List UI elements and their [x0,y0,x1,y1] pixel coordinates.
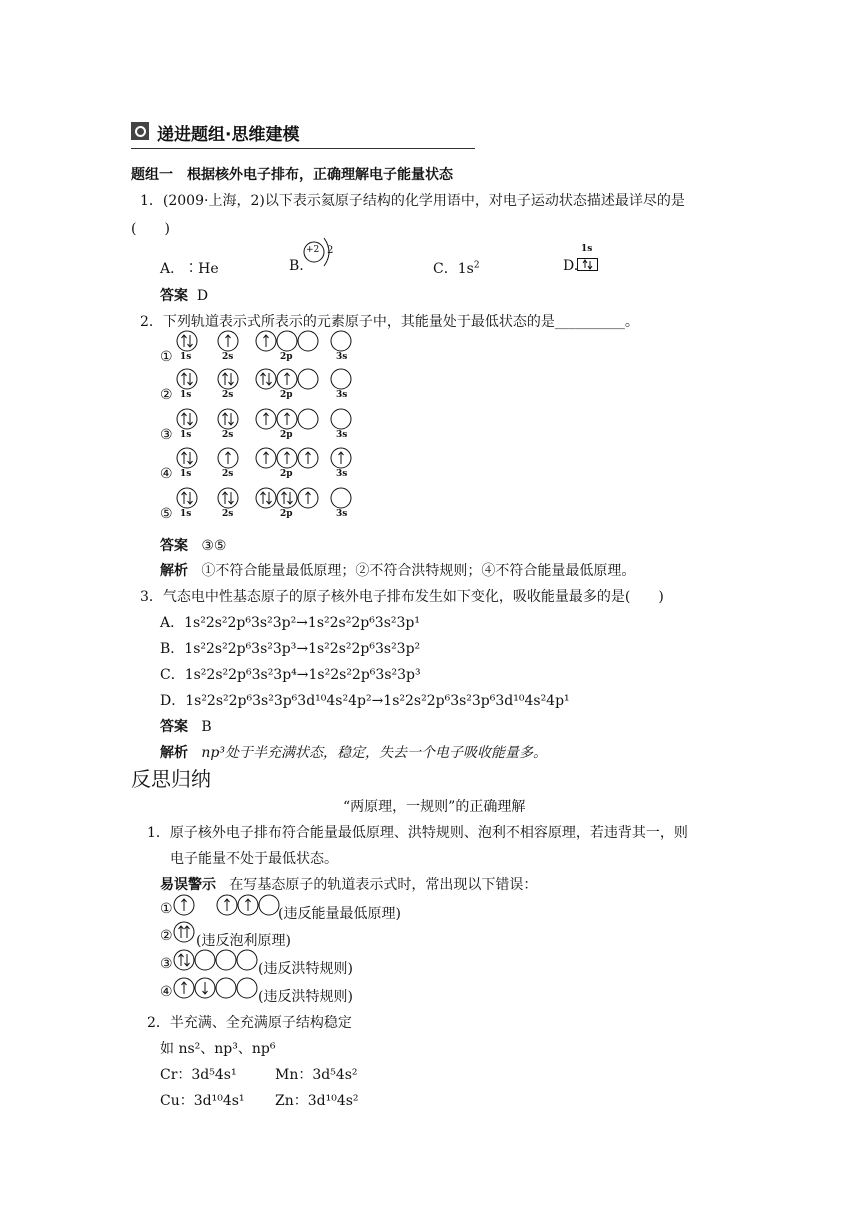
q1-option-a: A．∶He [160,261,219,277]
orbital-label: 3s [336,509,348,519]
error-number: ③ [160,956,173,972]
config-cu: Cu：3d¹⁰4s¹ [160,1093,245,1109]
error-note: (违反泡利原理) [196,933,291,949]
orbital-label: 2p [280,352,293,362]
q3-option-a: A．1s²2s²2p⁶3s²3p²→1s²2s²2p⁶3s²3p¹ [160,615,420,631]
orbital-label: 1s [180,509,192,519]
orbital-label: 2p [280,430,293,440]
section-header [131,118,475,149]
orbital-row-number: ④ [160,466,173,482]
magnifier-icon [131,122,149,140]
orbital-label: 2p [280,390,293,400]
error-orbitals [172,893,282,921]
reflection-p1-line2: 电子能量不处于最低状态。 [170,851,338,867]
orbital-label: 2s [222,469,234,479]
orbital-label: 1s [180,390,192,400]
q1-d-box [577,258,599,276]
reflection-heading: 反思归纳 [131,767,211,791]
q1-option-c: C．$1s^2$ [433,260,480,277]
orbital-label: 2s [222,430,234,440]
q1-option-d: D. [563,258,579,274]
orbital-label: 2s [222,390,234,400]
section-title: 递进题组·思维建模 [157,125,300,145]
orbital-label: 3s [336,430,348,440]
orbital-label: 1s [180,469,192,479]
orbital-label: 2s [222,509,234,519]
q3-option-c: C．1s²2s²2p⁶3s²3p⁴→1s²2s²2p⁶3s²3p³ [160,667,421,683]
orbital-row-number: ② [160,387,173,403]
q1-paren: ( ) [131,221,170,237]
orbital-row-number: ① [160,349,173,365]
config-mn: Mn：3d⁵4s² [275,1067,358,1083]
error-number: ① [160,901,173,917]
q2-answer: 答案 ③⑤ [160,538,227,554]
group-title: 题组一 根据核外电子排布，正确理解电子能量状态 [131,167,453,183]
error-number: ④ [160,984,173,1000]
orbital-label: 3s [336,352,348,362]
reflection-subtitle: “两原理，一规则”的正确理解 [343,799,526,815]
q3-analysis: 解析 np³处于半充满状态，稳定，失去一个电子吸收能量多。 [160,745,547,761]
q2-analysis: 解析 ①不符合能量最低原理；②不符合洪特规则；④不符合能量最低原理。 [160,563,636,579]
q1-d-label: 1s [581,244,593,254]
error-note: (违反洪特规则) [258,989,353,1005]
reflection-example: 如 ns²、np³、np⁶ [160,1041,276,1057]
orbital-row-number: ⑤ [160,506,173,522]
orbital-label: 2p [280,509,293,519]
q1-stem: 1．(2009·上海，2)以下表示氦原子结构的化学用语中，对电子运动状态描述最详尽的是 [140,193,685,209]
error-note: (违反能量最低原理) [278,906,401,922]
orbital-label: 1s [180,352,192,362]
orbital-label: 3s [336,390,348,400]
q1-shell-count: 2 [327,245,334,256]
warning-line: 易误警示 在写基态原子的轨道表示式时，常出现以下错误： [160,877,538,893]
q3-answer: 答案 B [160,719,212,735]
orbital-label: 3s [336,469,348,479]
orbital-row-number: ③ [160,427,173,443]
q1-option-b: B. [289,258,304,274]
error-number: ② [160,928,173,944]
q3-option-b: B．1s²2s²2p⁶3s²3p³→1s²2s²2p⁶3s²3p² [160,641,421,657]
q2-stem: 2．下列轨道表示式所表示的元素原子中，其能量处于最低状态的是__________。 [140,314,639,330]
q1-nucleus-charge: +2 [306,245,320,255]
orbital-label: 1s [180,430,192,440]
q3-stem: 3．气态电中性基态原子的原子核外电子排布发生如下变化，吸收能量最多的是( ) [140,589,664,605]
config-cr: Cr：3d⁵4s¹ [160,1067,237,1083]
orbital-label: 2s [222,352,234,362]
reflection-p2: 2．半充满、全充满原子结构稳定 [147,1015,352,1031]
q3-option-d: D．1s²2s²2p⁶3s²3p⁶3d¹⁰4s²4p²→1s²2s²2p⁶3s²3p⁶3d¹⁰4s²4p¹ [160,693,570,709]
orbital-label: 2p [280,469,293,479]
reflection-p1-line1: 1．原子核外电子排布符合能量最低原理、洪特规则、泡利不相容原理，若违背其一，则 [147,825,688,841]
error-note: (违反洪特规则) [258,961,353,977]
q1-answer: 答案 D [160,288,209,304]
config-zn: Zn：3d¹⁰4s² [275,1093,359,1109]
